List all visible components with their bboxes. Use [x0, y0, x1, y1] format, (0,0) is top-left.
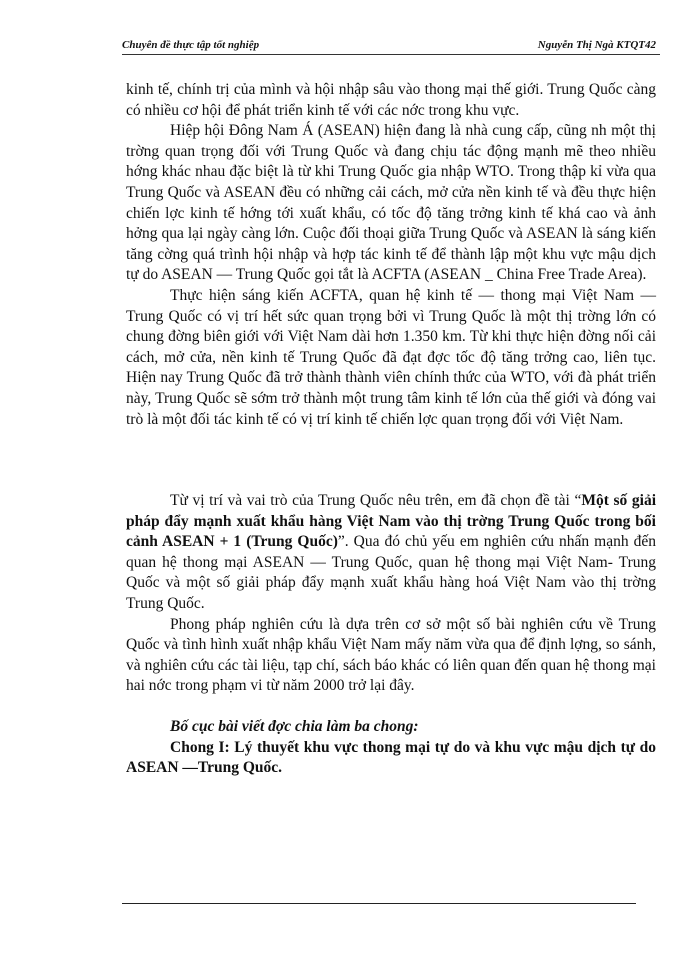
topic-intro: Từ vị trí và vai trò của Trung Quốc nêu trên, em đã chọn đề tài “: [170, 492, 582, 510]
document-body: [126, 80, 656, 779]
structure-heading: Bố cục bài viết đợc chia làm ba chong:: [170, 718, 419, 736]
topic-detail: ”. Qua đó chủ yếu em nghiên cứu nhấn mạnh đến quan hệ thong mại ASEAN — Trung Quốc, quan hệ thong mại Việt Nam- Trung Quốc và một số giải pháp đẩy mạnh xuất khẩu hàng hoá Việt Nam vào thị trờng Trung Quốc.: [126, 533, 656, 613]
header-title: Chuyên đề thực tập tốt nghiệp: [122, 39, 260, 51]
paragraph-continuation: kinh tế, chính trị của mình và hội nhập sâu vào thong mại thế giới. Trung Quốc càng có nhiều cơ hội để phát triển kinh tế với các nớc trong khu vực.: [126, 81, 656, 119]
page-header: [122, 40, 660, 55]
header-author: Nguyễn Thị Ngà KTQT42: [537, 39, 656, 51]
topic-title: Một số giải pháp đẩy mạnh xuất khẩu hàng Việt Nam vào thị trờng Trung Quốc trong bối cảnh ASEAN + 1 (Trung Quốc): [126, 492, 657, 551]
paragraph-method: Phong pháp nghiên cứu là dựa trên cơ sở một số bài nghiên cứu về Trung Quốc và tình hình xuất nhập khẩu Việt Nam mấy năm vừa qua để định lợng, so sánh, và nghiên cứu các tài liệu, tạp chí, sách báo khác có liên quan đến quan hệ thong mại hai nớc trong phạm vi từ năm 2000 trở lại đây.: [126, 615, 656, 695]
footer-rule: [122, 903, 636, 904]
paragraph-topic: [126, 491, 656, 615]
chapter-one-heading: Chong I: Lý thuyết khu vực thong mại tự do và khu vực mậu dịch tự do ASEAN —Trung Quốc.: [126, 738, 656, 777]
spacer: [126, 430, 656, 491]
paragraph-acfta: Thực hiện sáng kiến ACFTA, quan hệ kinh tế — thong mại Việt Nam — Trung Quốc có vị trí hết sức quan trọng bởi vì Trung Quốc là một thị trờng lớn có chung đờng biên giới với Việt Nam dài hơn 1.350 km. Từ khi thực hiện đờng nối cải cách, mở cửa, nền kinh tế Trung Quốc đã đạt đợc tốc độ tăng trởng cao, liên tục. Hiện nay Trung Quốc đã trở thành thành viên chính thức của WTO, với đà phát triển này, Trung Quốc sẽ sớm trở thành một trung tâm kinh tế lớn của thế giới và đóng vai trò là một đối tác kinh tế có vị trí kinh tế chiến lợc quan trọng đối với Việt Nam.: [126, 286, 656, 428]
paragraph-asean: Hiệp hội Đông Nam Á (ASEAN) hiện đang là nhà cung cấp, cũng nh một thị trờng quan trọng đối với Trung Quốc và đang chịu tác động mạnh mẽ theo nhiều hớng khác nhau đặc biệt là từ khi Trung Quốc gia nhập WTO. Trong thập kỉ vừa qua Trung Quốc và ASEAN đều có những cải cách, mở cửa nền kinh tế và đều thực hiện chiến lợc kinh tế hớng tới xuất khẩu, có tốc độ tăng trởng kinh tế khá cao và ảnh hởng qua lại ngày càng lớn. Cuộc đối thoại giữa Trung Quốc và ASEAN là sáng kiến tăng cờng quá trình hội nhập và hợp tác kinh tế để thành lập một khu vực mậu dịch tự do ASEAN — Trung Quốc gọi tắt là ACFTA (ASEAN _ China Free Trade Area).: [126, 122, 656, 284]
spacer: [126, 697, 656, 717]
